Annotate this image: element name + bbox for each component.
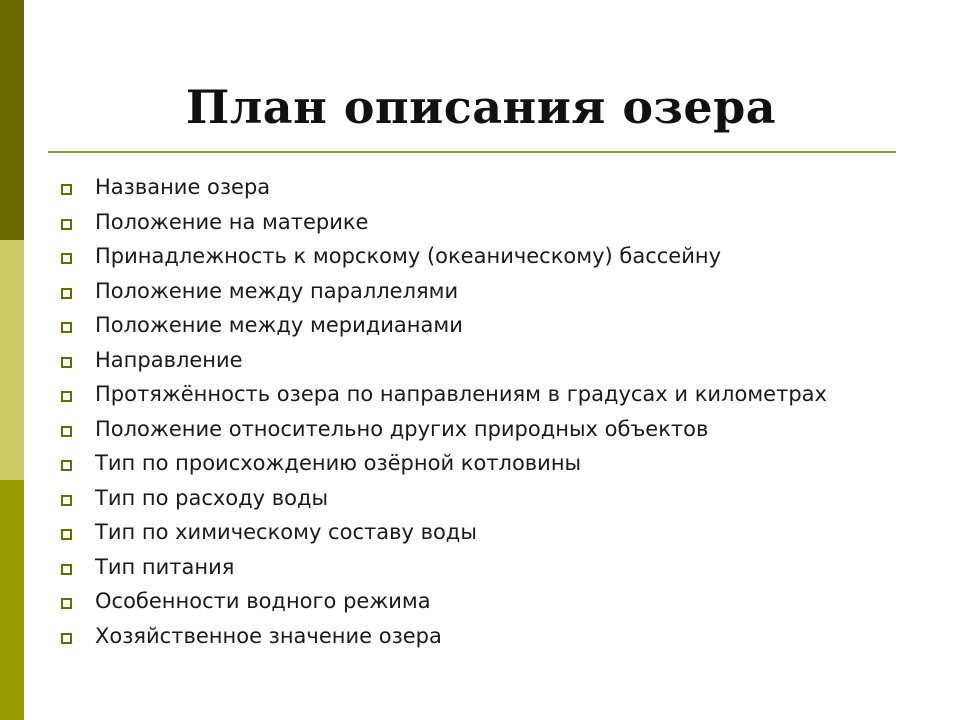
list-item-text: Тип питания	[95, 554, 235, 579]
hollow-square-icon	[61, 322, 72, 333]
list-item	[58, 449, 902, 478]
list-item	[58, 380, 902, 409]
list-item-text: Протяжённость озера по направлениям в градусах и километрах	[95, 382, 827, 406]
list-item	[58, 277, 902, 306]
list-item	[58, 311, 902, 340]
decorative-strip-middle	[0, 240, 24, 480]
hollow-square-icon	[61, 184, 72, 195]
hollow-square-icon	[61, 391, 72, 402]
list-item-text: Тип по расходу воды	[95, 485, 329, 510]
list-item	[58, 587, 902, 616]
list-item	[58, 518, 902, 547]
list-item-text: Положение относительно других природных объектов	[95, 416, 709, 441]
list-item-text: Положение между параллелями	[95, 278, 459, 303]
list-item-text: Хозяйственное значение озера	[95, 623, 442, 648]
hollow-square-icon	[61, 288, 72, 299]
hollow-square-icon	[61, 219, 72, 230]
decorative-strip-bottom	[0, 480, 24, 720]
list-item-text: Название озера	[95, 175, 271, 199]
list-item-text: Направление	[95, 347, 243, 372]
decorative-strip-top	[0, 0, 24, 240]
bullet-list	[58, 173, 902, 656]
list-item	[58, 484, 902, 513]
hollow-square-icon	[61, 529, 72, 540]
hollow-square-icon	[61, 460, 72, 471]
list-item	[58, 208, 902, 237]
hollow-square-icon	[61, 357, 72, 368]
list-item-text: Особенности водного режима	[95, 589, 431, 613]
hollow-square-icon	[61, 633, 72, 644]
hollow-square-icon	[61, 598, 72, 609]
hollow-square-icon	[61, 253, 72, 264]
list-item	[58, 242, 902, 271]
title-underline	[48, 151, 896, 153]
list-item-text: Положение на материке	[95, 209, 369, 234]
slide-title: План описания озера	[185, 80, 777, 134]
list-item-text: Принадлежность к морскому (океаническому) бассейну	[95, 244, 722, 268]
hollow-square-icon	[61, 495, 72, 506]
hollow-square-icon	[61, 426, 72, 437]
list-item	[58, 173, 902, 202]
list-item-text: Тип по происхождению озёрной котловины	[95, 451, 582, 475]
list-item	[58, 346, 902, 375]
list-item-text: Тип по химическому составу воды	[95, 520, 477, 544]
hollow-square-icon	[61, 564, 72, 575]
list-item	[58, 553, 902, 582]
list-item	[58, 622, 902, 651]
list-item-text: Положение между меридианами	[95, 313, 463, 337]
list-item	[58, 415, 902, 444]
